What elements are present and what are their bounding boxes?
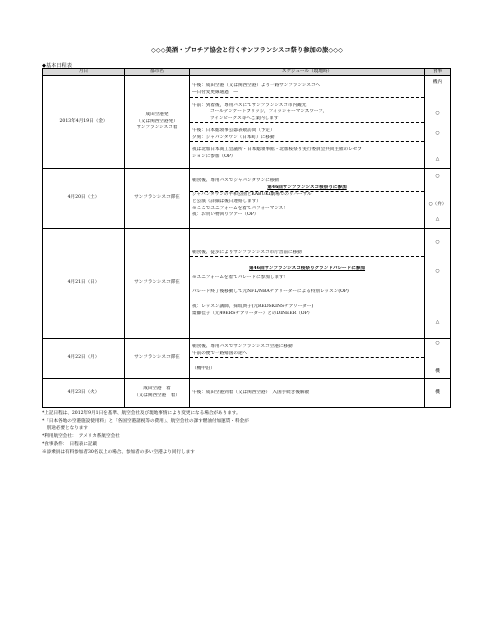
meal-mark: ○ — [435, 110, 440, 116]
schedule-line: ―日付変更線通過 ― — [192, 89, 238, 95]
header-city: 都市名 — [125, 69, 190, 76]
schedule-line: （機中泊） — [192, 366, 215, 372]
table-row-day2 — [43, 169, 451, 229]
date-cell: 4月22日（月） — [43, 339, 125, 379]
schedule-line: ジャパンタウンの平和公園とKABUKI劇場でのリハーサル — [192, 192, 312, 198]
meal-mark: △ — [435, 216, 440, 222]
city-line: 成田空港 着 — [143, 386, 171, 392]
event-heading: 第46回サンフランシスコ桜祭りグランドパレードに参加 — [248, 266, 366, 272]
schedule-cell — [190, 229, 425, 339]
schedule-line: 午前の便で一路帰国の途へ — [192, 350, 248, 356]
schedule-line: 齋藤佳子（元49ERSチアリーダー）とのDINEER（OP） — [192, 310, 313, 316]
meal-cell — [425, 169, 451, 229]
meal-cell — [425, 339, 451, 379]
meal-cell — [425, 229, 451, 339]
note-line: *食事条件： 日程表に記載 — [42, 441, 98, 447]
date-cell: 4月23日（火） — [43, 379, 125, 408]
header-meal: 食事 — [425, 69, 451, 76]
schedule-line: パレード終了後移動して元NFL/NBAチアリーダーによる特別レッスン(OP) — [192, 288, 349, 294]
city-cell — [125, 379, 190, 408]
meal-mark: 機内 — [432, 80, 443, 86]
meal-mark: ○ — [435, 130, 440, 136]
city-line: 成田空港発 — [145, 112, 169, 118]
schedule-line: 朝食後、専用バスでサンフランシスコ空港に移動 — [192, 344, 293, 350]
meal-mark: 機 — [435, 389, 440, 395]
city-line: （又は関西空港発） — [136, 118, 178, 124]
meal-cell — [425, 76, 451, 169]
schedule-line: ツインピークス等へご案内します — [210, 115, 279, 121]
city-cell: サンフランシスコ滞在 — [125, 229, 190, 339]
schedule-line: ※ここでユニフォームを着てパフォーマンス！ — [192, 205, 288, 211]
schedule-cell — [190, 169, 425, 229]
schedule-line: 午後：成田空港到着（又は関西空港） 入国手続き後解散 — [192, 389, 310, 395]
meal-mark: △ — [435, 320, 440, 326]
schedule-line: 朝食後、徒歩によりサンフランシスコ市庁舎前に移動 — [192, 249, 302, 255]
city-line: サンフランシスコ着 — [136, 125, 178, 131]
schedule-line: と公演（詳細は後日連絡します） — [192, 199, 261, 204]
schedule-line: ゴールデンゲートブリッジ，フィッシャーマンズワーフ， — [210, 109, 328, 115]
schedule-line: 朝食後、専用バスでジャパンタウンに移動 — [192, 178, 280, 184]
meal-mark: ○ — [435, 173, 440, 179]
schedule-line: 夜：レッスン講師，探坂典子(元REDSKINSチアリーダー) — [192, 304, 314, 310]
meal-mark: ○ — [435, 240, 440, 246]
schedule-line: 夜は北加日本商工会議所・日本総領事館・北加桜祭り実行委員会共同主催のレセプ — [192, 147, 362, 153]
table-row-day3 — [43, 229, 451, 339]
city-cell: サンフランシスコ滞在 — [125, 339, 190, 379]
table-header-row — [43, 69, 451, 76]
date-cell: 4月21日（日） — [43, 229, 125, 339]
meal-mark: ○ — [435, 268, 440, 274]
table-row-day4 — [43, 339, 451, 379]
schedule-cell — [190, 76, 425, 169]
schedule-line: ションに参加（OP） — [192, 154, 236, 160]
meal-cell — [425, 379, 451, 408]
meal-mark: ○ — [435, 341, 440, 347]
note-line: *上記日程は、2012年9月1日を基準、航空会社及び現地事情により変更になる場合があります。 — [42, 411, 241, 416]
schedule-line: 午後：成田空港（又は関西空港）より一路サンフランシスコへ — [192, 83, 321, 89]
schedule-cell — [190, 339, 425, 379]
meal-mark: 機 — [435, 369, 440, 374]
city-cell — [125, 76, 190, 169]
event-heading: 第46回サンフランシスコ桜祭りに参加 — [267, 184, 347, 190]
table-row-day5 — [43, 379, 451, 408]
section-heading: ◆基本日程表 — [42, 63, 72, 69]
note-line: *「日本各地の空港施設使用料」と「各国空港諸税等の費用」、航空会社の課す燃油付加運賃・料金が — [42, 418, 249, 424]
city-cell: サンフランシスコ滞在 — [125, 169, 190, 229]
notes-block — [42, 410, 462, 456]
schedule-line: 午後：日本総領事公邸表敬訪問（予定） — [192, 128, 275, 134]
page-title: ◇◇◇美酒・プロチア協会と行くサンフランシスコ祭り参加の旅◇◇◇ — [151, 47, 343, 54]
schedule-line: 夜：お買い物回りツアー（OP） — [192, 212, 259, 218]
schedule-line: 夕刻：ジャパンタウン（日本町）に移動 — [192, 134, 275, 140]
city-line: （又は関西空港 着） — [134, 393, 180, 398]
schedule-cell — [190, 379, 425, 408]
table-row-day1 — [43, 76, 451, 169]
meal-mark: ○（弁） — [428, 202, 447, 208]
header-date: 月日 — [43, 69, 125, 76]
note-line: ※添乗員は有料参加者30名以上の場合、参加者の多い空港より同行します — [42, 449, 195, 455]
note-line: *利用航空会社： アメリカ系航空会社 — [42, 434, 120, 440]
date-cell: 2013年4月19日（金） — [43, 76, 125, 169]
meal-mark: △ — [435, 157, 440, 163]
header-schedule: スケジュール（現地時） — [190, 69, 425, 76]
schedule-line: ※ユニフォームを着てパレードに参加します！ — [192, 274, 289, 280]
itinerary-table — [42, 68, 451, 408]
schedule-line: 午前：到着後，専用バスにてサンフランシスコ市内観光 — [192, 102, 307, 108]
note-line: 別途必要となります — [42, 426, 88, 432]
date-cell: 4月20日（土） — [43, 169, 125, 229]
